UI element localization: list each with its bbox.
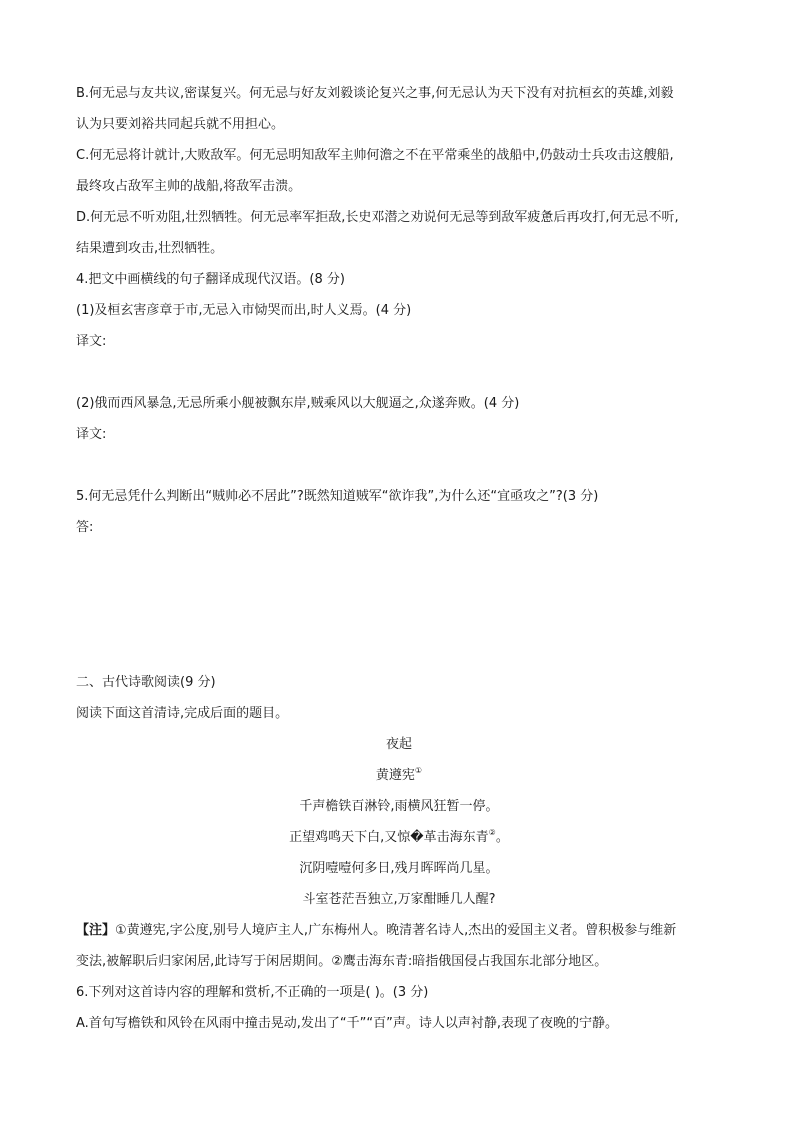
q4-stem: 4.把文中画横线的句子翻译成现代汉语。(8 分) <box>76 272 345 287</box>
q3-option-b-line2: 认为只要刘裕共同起兵就不用担心。 <box>76 117 285 132</box>
poem-author: 黄遵宪 <box>375 768 415 783</box>
q4-item1-answer-label: 译文: <box>76 334 107 349</box>
answer-space <box>76 543 722 667</box>
notes-line-1-text: ①黄遵宪,字公度,别号人境庐主人,广东梅州人。晚清著名诗人,杰出的爱国主义者。曾积极参与维新 <box>115 923 677 938</box>
poem-line-2-end: 。 <box>495 830 509 845</box>
q3-option-c-line2: 最终攻占敌军主帅的战船,将敌军击溃。 <box>76 179 302 194</box>
document-page <box>76 78 722 1039</box>
answer-space <box>76 450 722 481</box>
q4-item2-answer-label: 译文: <box>76 427 107 442</box>
poem-title: 夜起 <box>385 737 412 752</box>
q3-option-d-line2: 结果遭到攻击,壮烈牺牲。 <box>76 241 224 256</box>
q4-item2: (2)俄而西风暴急,无忌所乘小舰被飘东岸,贼乘风以大舰逼之,众遂奔败。(4 分) <box>76 396 520 411</box>
q5-answer-label: 答: <box>76 520 94 535</box>
footnote-mark: ① <box>414 766 423 775</box>
poem-author-line <box>76 760 722 791</box>
q6-option-a: A.首句写檐铁和风铃在风雨中撞击晃动,发出了“千”“百”声。诗人以声衬静,表现了夜晚的宁静。 <box>76 1016 619 1031</box>
answer-space <box>76 357 722 388</box>
q3-option-d-line1: D.何无忌不听劝阻,壮烈牺牲。何无忌率军拒敌,长史邓潜之劝说何无忌等到敌军疲惫后再攻打,何无忌不听, <box>76 210 679 225</box>
notes-label: 【注】 <box>76 923 116 938</box>
poem-line-2 <box>76 822 722 853</box>
q6-stem: 6.下列对这首诗内容的理解和赏析,不正确的一项是( )。(3 分) <box>76 985 429 1000</box>
notes-line-1 <box>76 915 722 946</box>
poem-line-4: 斗室苍茫吾独立,万家酣睡几人醒? <box>302 892 496 907</box>
notes-line-2: 变法,被解职后归家闲居,此诗写于闲居期间。②鹰击海东青:暗指俄国侵占我国东北部分地区。 <box>76 954 608 969</box>
q5-stem: 5.何无忌凭什么判断出“贼帅必不居此”?既然知道贼军“欲诈我”,为什么还“宜亟攻之”?(3 分) <box>76 489 599 504</box>
section2-heading: 二、古代诗歌阅读(9 分) <box>76 675 216 690</box>
section2-intro: 阅读下面这首清诗,完成后面的题目。 <box>76 706 289 721</box>
q4-item1: (1)及桓玄害彦章于市,无忌入市恸哭而出,时人义焉。(4 分) <box>76 303 412 318</box>
q3-option-c-line1: C.何无忌将计就计,大败敌军。何无忌明知敌军主帅何澹之不在平常乘坐的战船中,仍鼓动士兵攻击这艘船, <box>76 148 674 163</box>
footnote-mark: ② <box>488 828 496 837</box>
poem-line-1: 千声檐铁百淋铃,雨横风狂暂一停。 <box>299 799 499 814</box>
poem-line-3: 沉阴噎噎何多日,残月晖晖尚几星。 <box>299 861 499 876</box>
q3-option-b-line1: B.何无忌与友共议,密谋复兴。何无忌与好友刘毅谈论复兴之事,何无忌认为天下没有对抗桓玄的英雄,刘毅 <box>76 86 674 101</box>
poem-line-2-text: 正望鸡鸣天下白,又惊�革击海东青 <box>289 830 489 845</box>
